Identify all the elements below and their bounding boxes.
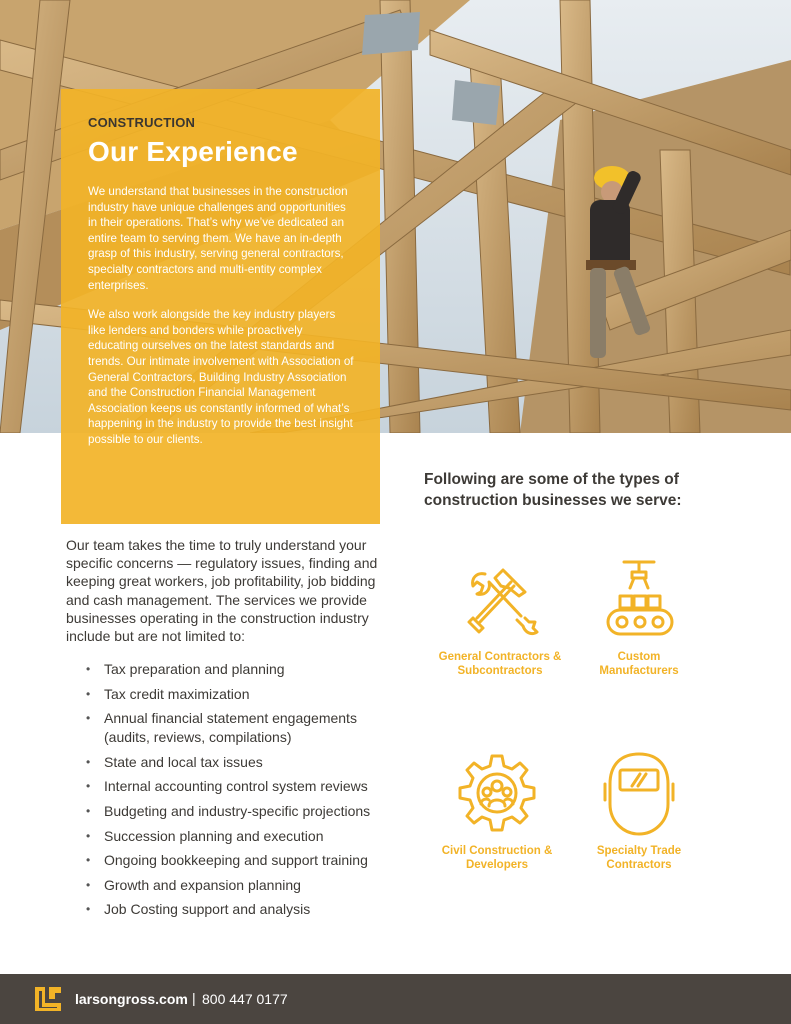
list-item-text: State and local tax issues bbox=[104, 753, 263, 770]
business-type-label bbox=[422, 844, 572, 872]
list-item bbox=[86, 709, 396, 747]
bullet: • bbox=[86, 902, 91, 917]
larson-gross-logo-icon bbox=[33, 985, 63, 1013]
section-kicker: CONSTRUCTION bbox=[88, 115, 196, 130]
list-item-text: Internal accounting control system reviews bbox=[104, 778, 368, 795]
phone-number[interactable]: 800 447 0177 bbox=[202, 991, 288, 1007]
list-item-text: Growth and expansion planning bbox=[104, 876, 301, 893]
bullet: • bbox=[86, 779, 91, 794]
services-intro: Our team takes the time to truly understand your specific concerns — regulatory issues, finding and keeping great workers, job profitability, job bidding and cash management. The services we provide businesses operating in the construction industry include but are not limited to: bbox=[66, 537, 378, 645]
business-type-label bbox=[425, 650, 575, 678]
experience-paragraph: We also work alongside the key industry players like lenders and bonders while proactively educating ourselves on the latest standards and trends. Our intimate involvement with Association of General Contractors, Building Industry Association and the Construction Financial Management Association keeps us constantly informed of what’s happening in the industry to provide the best insight possible to our clients. bbox=[88, 308, 354, 446]
hammer-wrench-icon bbox=[455, 556, 545, 646]
welding-mask-icon bbox=[594, 750, 684, 840]
list-item bbox=[86, 685, 396, 704]
business-type-civil-construction bbox=[422, 750, 572, 872]
label-line: General Contractors & bbox=[438, 651, 562, 663]
bullet: • bbox=[86, 754, 91, 769]
footer-separator: | bbox=[192, 990, 196, 1006]
page-title: Our Experience bbox=[88, 136, 298, 167]
list-item bbox=[86, 900, 396, 919]
label-line: Contractors bbox=[606, 859, 672, 871]
business-type-general-contractors bbox=[425, 556, 575, 678]
bullet: • bbox=[86, 662, 91, 676]
list-item-text: Ongoing bookkeeping and support training bbox=[104, 852, 368, 869]
business-type-label bbox=[575, 650, 703, 678]
list-item bbox=[86, 802, 396, 821]
bullet: • bbox=[86, 828, 91, 843]
experience-panel bbox=[61, 89, 380, 524]
label-line: Subcontractors bbox=[457, 665, 543, 677]
list-item-text: Tax credit maximization bbox=[104, 685, 250, 702]
list-item bbox=[86, 827, 396, 846]
list-item bbox=[86, 851, 396, 870]
footer bbox=[0, 974, 791, 1024]
list-item bbox=[86, 876, 396, 895]
label-line: Developers bbox=[465, 859, 528, 871]
list-item-text: Budgeting and industry-specific projections bbox=[104, 802, 371, 819]
business-type-custom-manufacturers bbox=[575, 556, 703, 678]
business-types-heading: Following are some of the types of construction businesses we serve: bbox=[424, 471, 682, 509]
gear-people-icon bbox=[452, 750, 542, 840]
list-item bbox=[86, 660, 396, 679]
bullet: • bbox=[86, 803, 91, 818]
list-item bbox=[86, 777, 396, 796]
bullet: • bbox=[86, 853, 91, 868]
label-line: Custom bbox=[617, 651, 661, 663]
label-line: Manufacturers bbox=[599, 665, 679, 677]
label-line: Civil Construction & bbox=[441, 845, 553, 857]
label-line: Specialty Trade bbox=[596, 845, 682, 857]
bullet: • bbox=[86, 877, 91, 892]
list-item-text: Succession planning and execution bbox=[104, 827, 324, 844]
list-item-text: Annual financial statement engagements (audits, reviews, compilations) bbox=[104, 710, 357, 746]
business-type-specialty-trade bbox=[575, 750, 703, 872]
experience-paragraph: We understand that businesses in the construction industry have unique challenges and opportunities in their operations. That’s why we’ve dedicated an entire team to serving them. We have an in-depth grasp of this industry, serving general contractors, specialty contractors and multi-entity complex enterprises. bbox=[88, 185, 348, 292]
list-item bbox=[86, 753, 396, 772]
bullet: • bbox=[86, 711, 91, 726]
business-type-label bbox=[575, 844, 703, 872]
services-list bbox=[86, 660, 396, 925]
website-link[interactable]: larsongross.com bbox=[75, 991, 188, 1007]
list-item-text: Tax preparation and planning bbox=[104, 661, 285, 677]
list-item-text: Job Costing support and analysis bbox=[104, 901, 311, 918]
bullet: • bbox=[86, 686, 91, 701]
assembly-line-icon bbox=[594, 556, 684, 646]
